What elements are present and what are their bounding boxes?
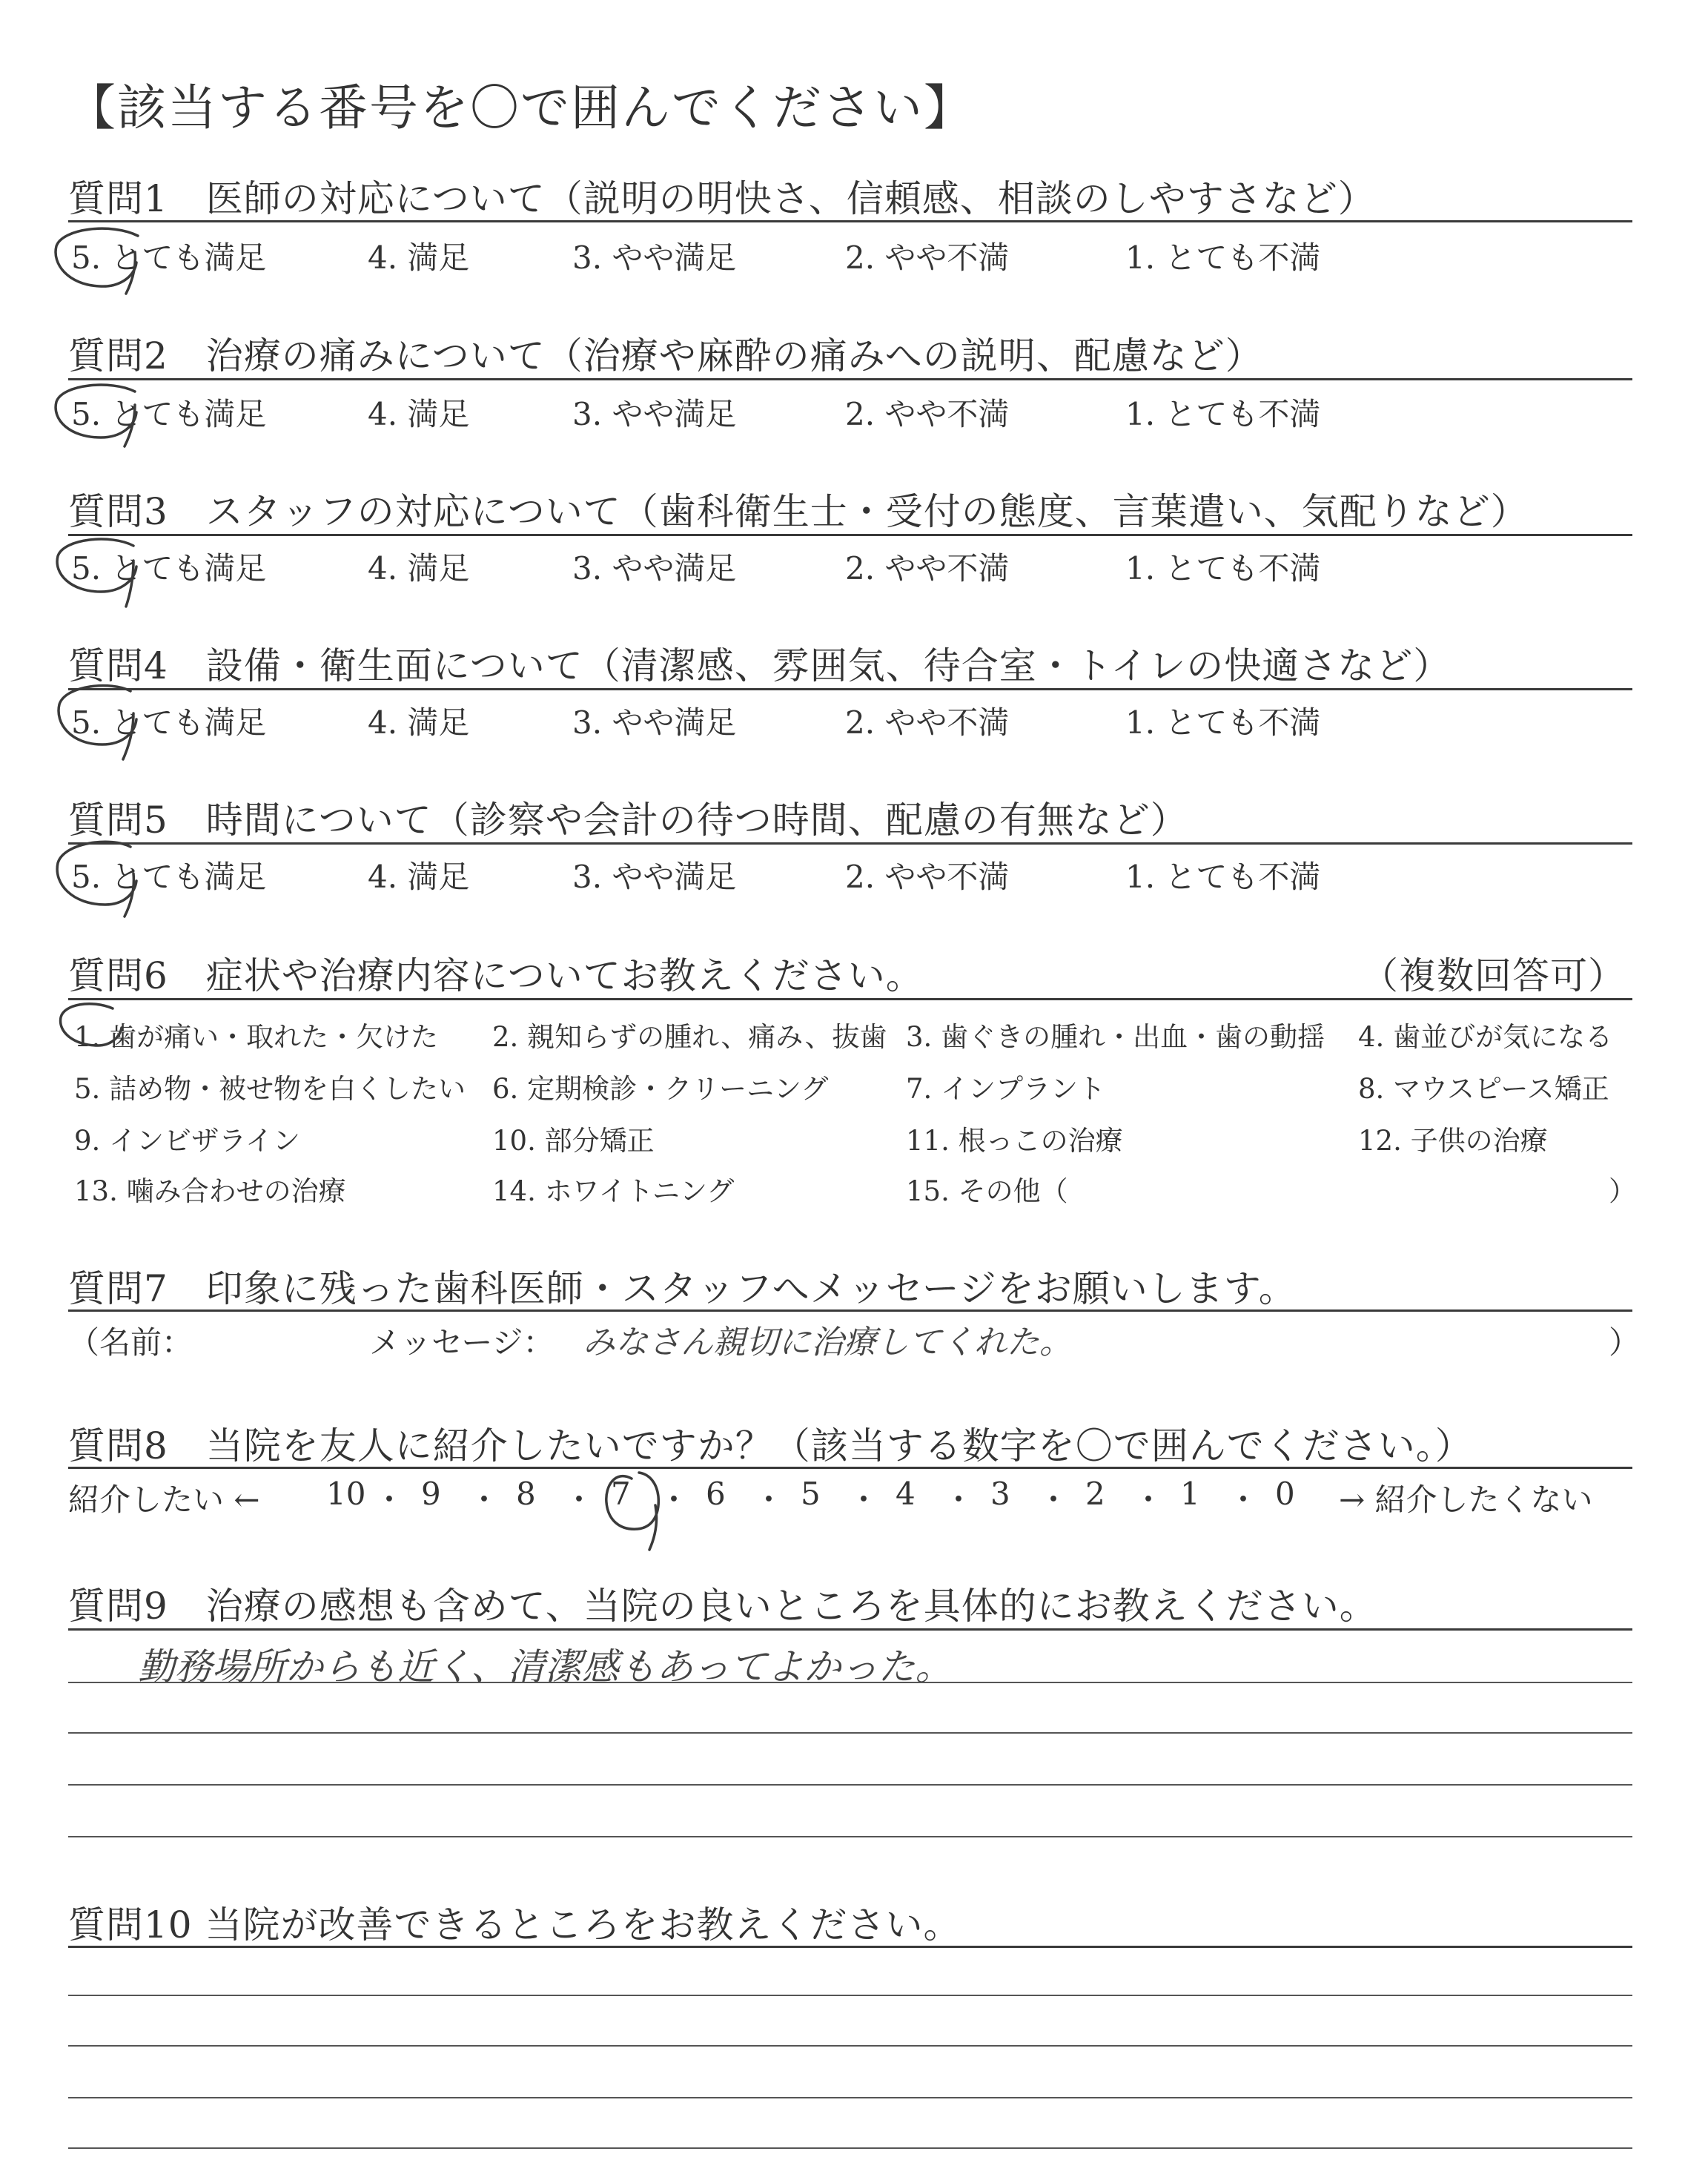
message-close-paren: ） xyxy=(1609,1324,1641,1361)
option-3[interactable]: 3. やや満足 xyxy=(572,550,737,587)
message-answer[interactable]: みなさん親切に治療してくれた。 xyxy=(583,1324,1072,1361)
divider xyxy=(68,378,1632,380)
divider xyxy=(68,1309,1632,1312)
scale-separator: ・ xyxy=(1228,1482,1260,1518)
scale-separator: ・ xyxy=(374,1482,406,1518)
other-close-paren: ） xyxy=(1609,1175,1636,1207)
page-title: 【該当する番号を〇で囲んでください】 xyxy=(67,79,974,136)
option-5[interactable]: 5. とても満足 xyxy=(71,859,267,895)
scale-separator: ・ xyxy=(563,1482,595,1518)
divider xyxy=(68,842,1632,845)
symptom-option-2[interactable]: 2. 親知らずの腫れ、痛み、抜歯 xyxy=(492,1021,887,1053)
scale-value-8[interactable]: 8 xyxy=(516,1476,536,1512)
option-4[interactable]: 4. 満足 xyxy=(368,240,470,276)
option-2[interactable]: 2. やや不満 xyxy=(845,396,1010,432)
scale-separator: ・ xyxy=(753,1482,785,1518)
option-4[interactable]: 4. 満足 xyxy=(368,396,470,432)
symptom-option-11[interactable]: 11. 根っこの治療 xyxy=(906,1125,1123,1157)
option-3[interactable]: 3. やや満足 xyxy=(572,704,737,741)
scale-separator: ・ xyxy=(1038,1482,1070,1518)
divider xyxy=(68,220,1632,222)
symptom-option-12[interactable]: 12. 子供の治療 xyxy=(1358,1125,1548,1157)
scale-value-0[interactable]: 0 xyxy=(1275,1476,1295,1512)
recommend-right-label: → 紹介したくない xyxy=(1339,1482,1593,1518)
symptom-option-15[interactable]: 15. その他（ xyxy=(906,1175,1068,1207)
option-1[interactable]: 1. とても不満 xyxy=(1125,396,1321,432)
scale-separator: ・ xyxy=(943,1482,975,1518)
option-1[interactable]: 1. とても不満 xyxy=(1125,704,1321,741)
multiple-answer-note: （複数回答可） xyxy=(1361,954,1626,997)
writing-line xyxy=(68,1836,1632,1837)
writing-line xyxy=(68,1682,1632,1683)
option-5[interactable]: 5. とても満足 xyxy=(71,240,267,276)
question-3-title: 質問3 スタッフの対応について（歯科衛生士・受付の態度、言葉遣い、気配りなど） xyxy=(68,490,1529,533)
question-1-title: 質問1 医師の対応について（説明の明快さ、信頼感、相談のしやすさなど） xyxy=(68,177,1376,220)
writing-line xyxy=(68,1732,1632,1734)
symptom-option-3[interactable]: 3. 歯ぐきの腫れ・出血・歯の動揺 xyxy=(906,1021,1325,1053)
option-1[interactable]: 1. とても不満 xyxy=(1125,550,1321,587)
symptom-option-6[interactable]: 6. 定期検診・クリーニング xyxy=(492,1073,829,1105)
option-5[interactable]: 5. とても満足 xyxy=(71,396,267,432)
symptom-option-5[interactable]: 5. 詰め物・被せ物を白くしたい xyxy=(74,1073,466,1105)
option-3[interactable]: 3. やや満足 xyxy=(572,396,737,432)
symptom-option-14[interactable]: 14. ホワイトニング xyxy=(492,1175,735,1207)
writing-line xyxy=(68,1784,1632,1786)
option-1[interactable]: 1. とても不満 xyxy=(1125,859,1321,895)
scale-value-4[interactable]: 4 xyxy=(896,1476,916,1512)
writing-line xyxy=(68,2045,1632,2047)
option-1[interactable]: 1. とても不満 xyxy=(1125,240,1321,276)
scale-value-1[interactable]: 1 xyxy=(1180,1476,1200,1512)
symptom-option-1[interactable]: 1. 歯が痛い・取れた・欠けた xyxy=(74,1021,439,1053)
question-4-title: 質問4 設備・衛生面について（清潔感、雰囲気、待合室・トイレの快適さなど） xyxy=(68,644,1452,687)
recommend-left-label: 紹介したい ← xyxy=(68,1482,260,1518)
scale-value-6[interactable]: 6 xyxy=(706,1476,726,1512)
question-8-title: 質問8 当院を友人に紹介したいですか？（該当する数字を〇で囲んでください。） xyxy=(68,1424,1473,1467)
writing-line xyxy=(68,2097,1632,2098)
divider xyxy=(68,534,1632,536)
symptom-option-10[interactable]: 10. 部分矯正 xyxy=(492,1125,655,1157)
divider xyxy=(68,998,1632,1000)
writing-line xyxy=(68,1995,1632,1996)
symptom-option-7[interactable]: 7. インプラント xyxy=(906,1073,1106,1105)
symptom-option-13[interactable]: 13. 噛み合わせの治療 xyxy=(74,1175,346,1207)
option-2[interactable]: 2. やや不満 xyxy=(845,240,1010,276)
option-2[interactable]: 2. やや不満 xyxy=(845,550,1010,587)
scale-value-10[interactable]: 10 xyxy=(326,1476,366,1512)
scale-separator: ・ xyxy=(469,1482,500,1518)
name-label: （名前： xyxy=(68,1324,193,1361)
question-9-title: 質問9 治療の感想も含めて、当院の良いところを具体的にお教えください。 xyxy=(68,1585,1377,1628)
scale-value-3[interactable]: 3 xyxy=(990,1476,1010,1512)
question-10-title: 質問10 当院が改善できるところをお教えください。 xyxy=(68,1903,961,1946)
question-9-answer[interactable]: 勤務場所からも近く、清潔感もあってよかった。 xyxy=(138,1645,953,1688)
question-5-title: 質問5 時間について（診察や会計の待つ時間、配慮の有無など） xyxy=(68,799,1188,842)
writing-line xyxy=(68,2147,1632,2149)
scale-value-9[interactable]: 9 xyxy=(421,1476,441,1512)
divider xyxy=(68,1628,1632,1631)
option-3[interactable]: 3. やや満足 xyxy=(572,240,737,276)
scale-value-2[interactable]: 2 xyxy=(1085,1476,1105,1512)
option-5[interactable]: 5. とても満足 xyxy=(71,550,267,587)
scale-value-5[interactable]: 5 xyxy=(801,1476,821,1512)
symptom-option-4[interactable]: 4. 歯並びが気になる xyxy=(1358,1021,1613,1053)
option-2[interactable]: 2. やや不満 xyxy=(845,704,1010,741)
option-4[interactable]: 4. 満足 xyxy=(368,859,470,895)
message-label: メッセージ： xyxy=(369,1324,555,1361)
option-3[interactable]: 3. やや満足 xyxy=(572,859,737,895)
divider xyxy=(68,688,1632,690)
symptom-option-9[interactable]: 9. インビザライン xyxy=(74,1125,300,1157)
option-5[interactable]: 5. とても満足 xyxy=(71,704,267,741)
scale-value-7[interactable]: 7 xyxy=(611,1476,631,1512)
question-7-title: 質問7 印象に残った歯科医師・スタッフへメッセージをお願いします。 xyxy=(68,1267,1297,1310)
divider xyxy=(68,1467,1632,1469)
scale-separator: ・ xyxy=(1133,1482,1165,1518)
option-2[interactable]: 2. やや不満 xyxy=(845,859,1010,895)
symptom-option-8[interactable]: 8. マウスピース矯正 xyxy=(1358,1073,1609,1105)
scale-separator: ・ xyxy=(658,1482,690,1518)
scale-separator: ・ xyxy=(848,1482,880,1518)
option-4[interactable]: 4. 満足 xyxy=(368,550,470,587)
divider xyxy=(68,1946,1632,1948)
question-2-title: 質問2 治療の痛みについて（治療や麻酔の痛みへの説明、配慮など） xyxy=(68,334,1263,377)
question-6-title: 質問6 症状や治療内容についてお教えください。 xyxy=(68,954,924,997)
option-4[interactable]: 4. 満足 xyxy=(368,704,470,741)
